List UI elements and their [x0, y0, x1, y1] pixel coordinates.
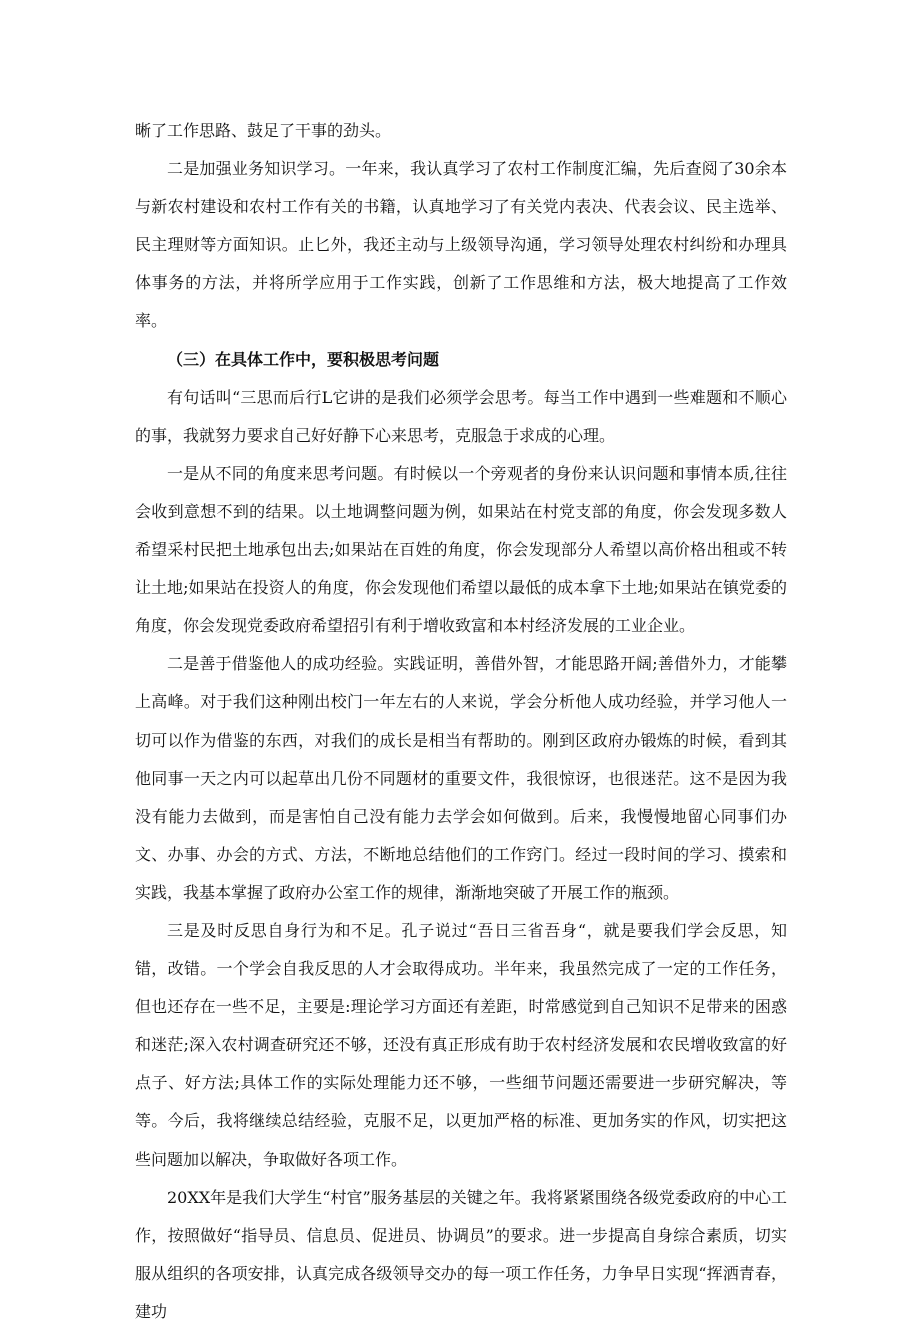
paragraph-thinking-intro: 有句话叫“三思而后行L它讲的是我们必须学会思考。每当工作中遇到一些难题和不顺心的事，我就努力要求自己好好静下心来思考，克服急于求成的心理。 [135, 387, 787, 445]
paragraph-continuation: 晰了工作思路、鼓足了干事的劲头。 [135, 121, 392, 140]
paragraph-self-reflection: 三是及时反思自身行为和不足。孔子说过“吾日三省吾身“，就是要我们学会反思，知错，改错。一个学会自我反思的人才会取得成功。半年来，我虽然完成了一定的工作任务，但也还存在一些不足，主要是:理论学习方面还有差距，时常感觉到自己知识不足带来的困惑和迷茫;深入农村调查研究还不够，还没有真正形成有助于农村经济发展和农民增收致富的好点子、好方法;具体工作的实际处理能力还不够，一些细节问题还需要进一步研究解决，等等。今后，我将继续总结经验，克服不足，以更加严格的标准、更加务实的作风，切实把这些问题加以解决，争取做好各项工作。 [135, 920, 787, 1169]
paragraph-learn-from-others: 二是善于借鉴他人的成功经验。实践证明，善借外智，才能思路开阔;善借外力，才能攀上高峰。对于我们这种刚出校门一年左右的人来说，学会分析他人成功经验，并学习他人一切可以作为借鉴的东西，对我们的成长是相当有帮助的。刚到区政府办锻炼的时候，看到其他同事一天之内可以起草出几份不同题材的重要文件，我很惊讶，也很迷茫。这不是因为我没有能力去做到，而是害怕自己没有能力去学会如何做到。后来，我慢慢地留心同事们办文、办事、办会的方式、方法，不断地总结他们的工作窍门。经过一段时间的学习、摸索和实践，我基本掌握了政府办公室工作的规律，渐渐地突破了开展工作的瓶颈。 [135, 654, 787, 902]
paragraph-next-year: 20XX年是我们大学生“村官”服务基层的关键之年。我将紧紧围绕各级党委政府的中心工作，按照做好“指导员、信息员、促进员、协调员”的要求。进一步提高自身综合素质，切实服从组织的各项安排，认真完成各级领导交办的每一项工作任务，力争早日实现“挥洒青春，建功 [135, 1187, 787, 1321]
section-heading: （三）在具体工作中，要积极思考问题 [167, 349, 440, 369]
document-body [135, 112, 787, 1331]
paragraph-different-angles: 一是从不同的角度来思考问题。有时候以一个旁观者的身份来认识问题和事情本质,往往会收到意想不到的结果。以土地调整问题为例，如果站在村党支部的角度，你会发现多数人希望采村民把土地承包出去;如果站在百姓的角度，你会发现部分人希望以高价格出租或不转让土地;如果站在投资人的角度，你会发现他们希望以最低的成本拿下土地;如果站在镇党委的角度，你会发现党委政府希望招引有利于增收致富和本村经济发展的工业企业。 [135, 463, 787, 636]
paragraph-business-study: 二是加强业务知识学习。一年来，我认真学习了农村工作制度汇编，先后查阅了30余本与新农村建设和农村工作有关的书籍，认真地学习了有关党内表决、代表会议、民主选举、民主理财等方面知识。止匕外，我还主动与上级领导沟通，学习领导处理农村纠纷和办理具体事务的方法，并将所学应用于工作实践，创新了工作思维和方法，极大地提高了工作效率。 [135, 159, 787, 331]
